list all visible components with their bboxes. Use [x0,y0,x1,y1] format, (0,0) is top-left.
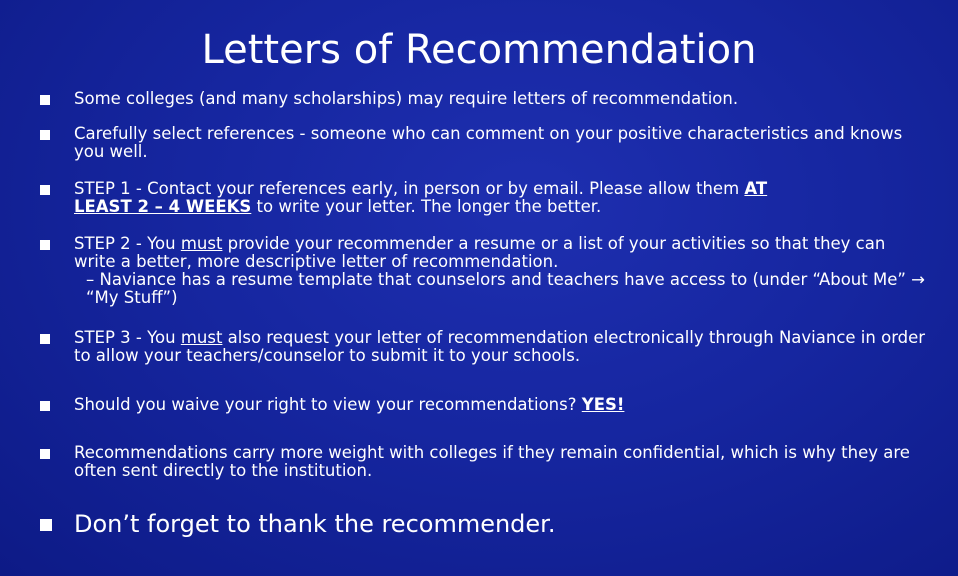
bullet-square-icon [40,401,50,411]
bullet-text: Recommendations carry more weight with colleges if they remain confidential, which is why they are often sent directly to the institution. [74,443,910,480]
slide-title: Letters of Recommendation [201,27,757,73]
bullet-square-icon [40,334,50,344]
sub-bullet: – Naviance has a resume template that counselors and teachers have access to (under “About Me” → “My Stuff”) [86,270,925,307]
dash-marker: – [86,270,95,289]
bullet-text: STEP 2 - You must provide your recommender a resume or a list of your activities so that they can write a better, more descriptive letter of recommendation. – Naviance has a resume template that counselors and teachers have access to (under “About Me” → “My Stuff”) [74,235,930,307]
bullet-square-icon [40,240,50,250]
bullet-square-icon [40,130,50,140]
bullet-square-icon [40,519,52,531]
bullet-text: Don’t forget to thank the recommender. [74,510,556,538]
bullet-text: Some colleges (and many scholarships) may require letters of recommendation. [74,89,739,108]
bullet-text: Carefully select references - someone who can comment on your positive characteristics and knows you well. [74,124,903,161]
bullet-square-icon [40,95,50,105]
bullet-square-icon [40,449,50,459]
bullet-text: STEP 3 - You must also request your letter of recommendation electronically through Naviance in order to allow your teachers/counselor to submit it to your schools. [74,328,926,365]
arrow-right-icon: → [911,270,925,289]
bullet-square-icon [40,185,50,195]
bullet-text: STEP 1 - Contact your references early, in person or by email. Please allow them AT LEAST 2 – 4 WEEKS to write your letter. The longer the better. [74,179,768,216]
bullet-text: Should you waive your right to view your recommendations? YES! [74,395,625,414]
